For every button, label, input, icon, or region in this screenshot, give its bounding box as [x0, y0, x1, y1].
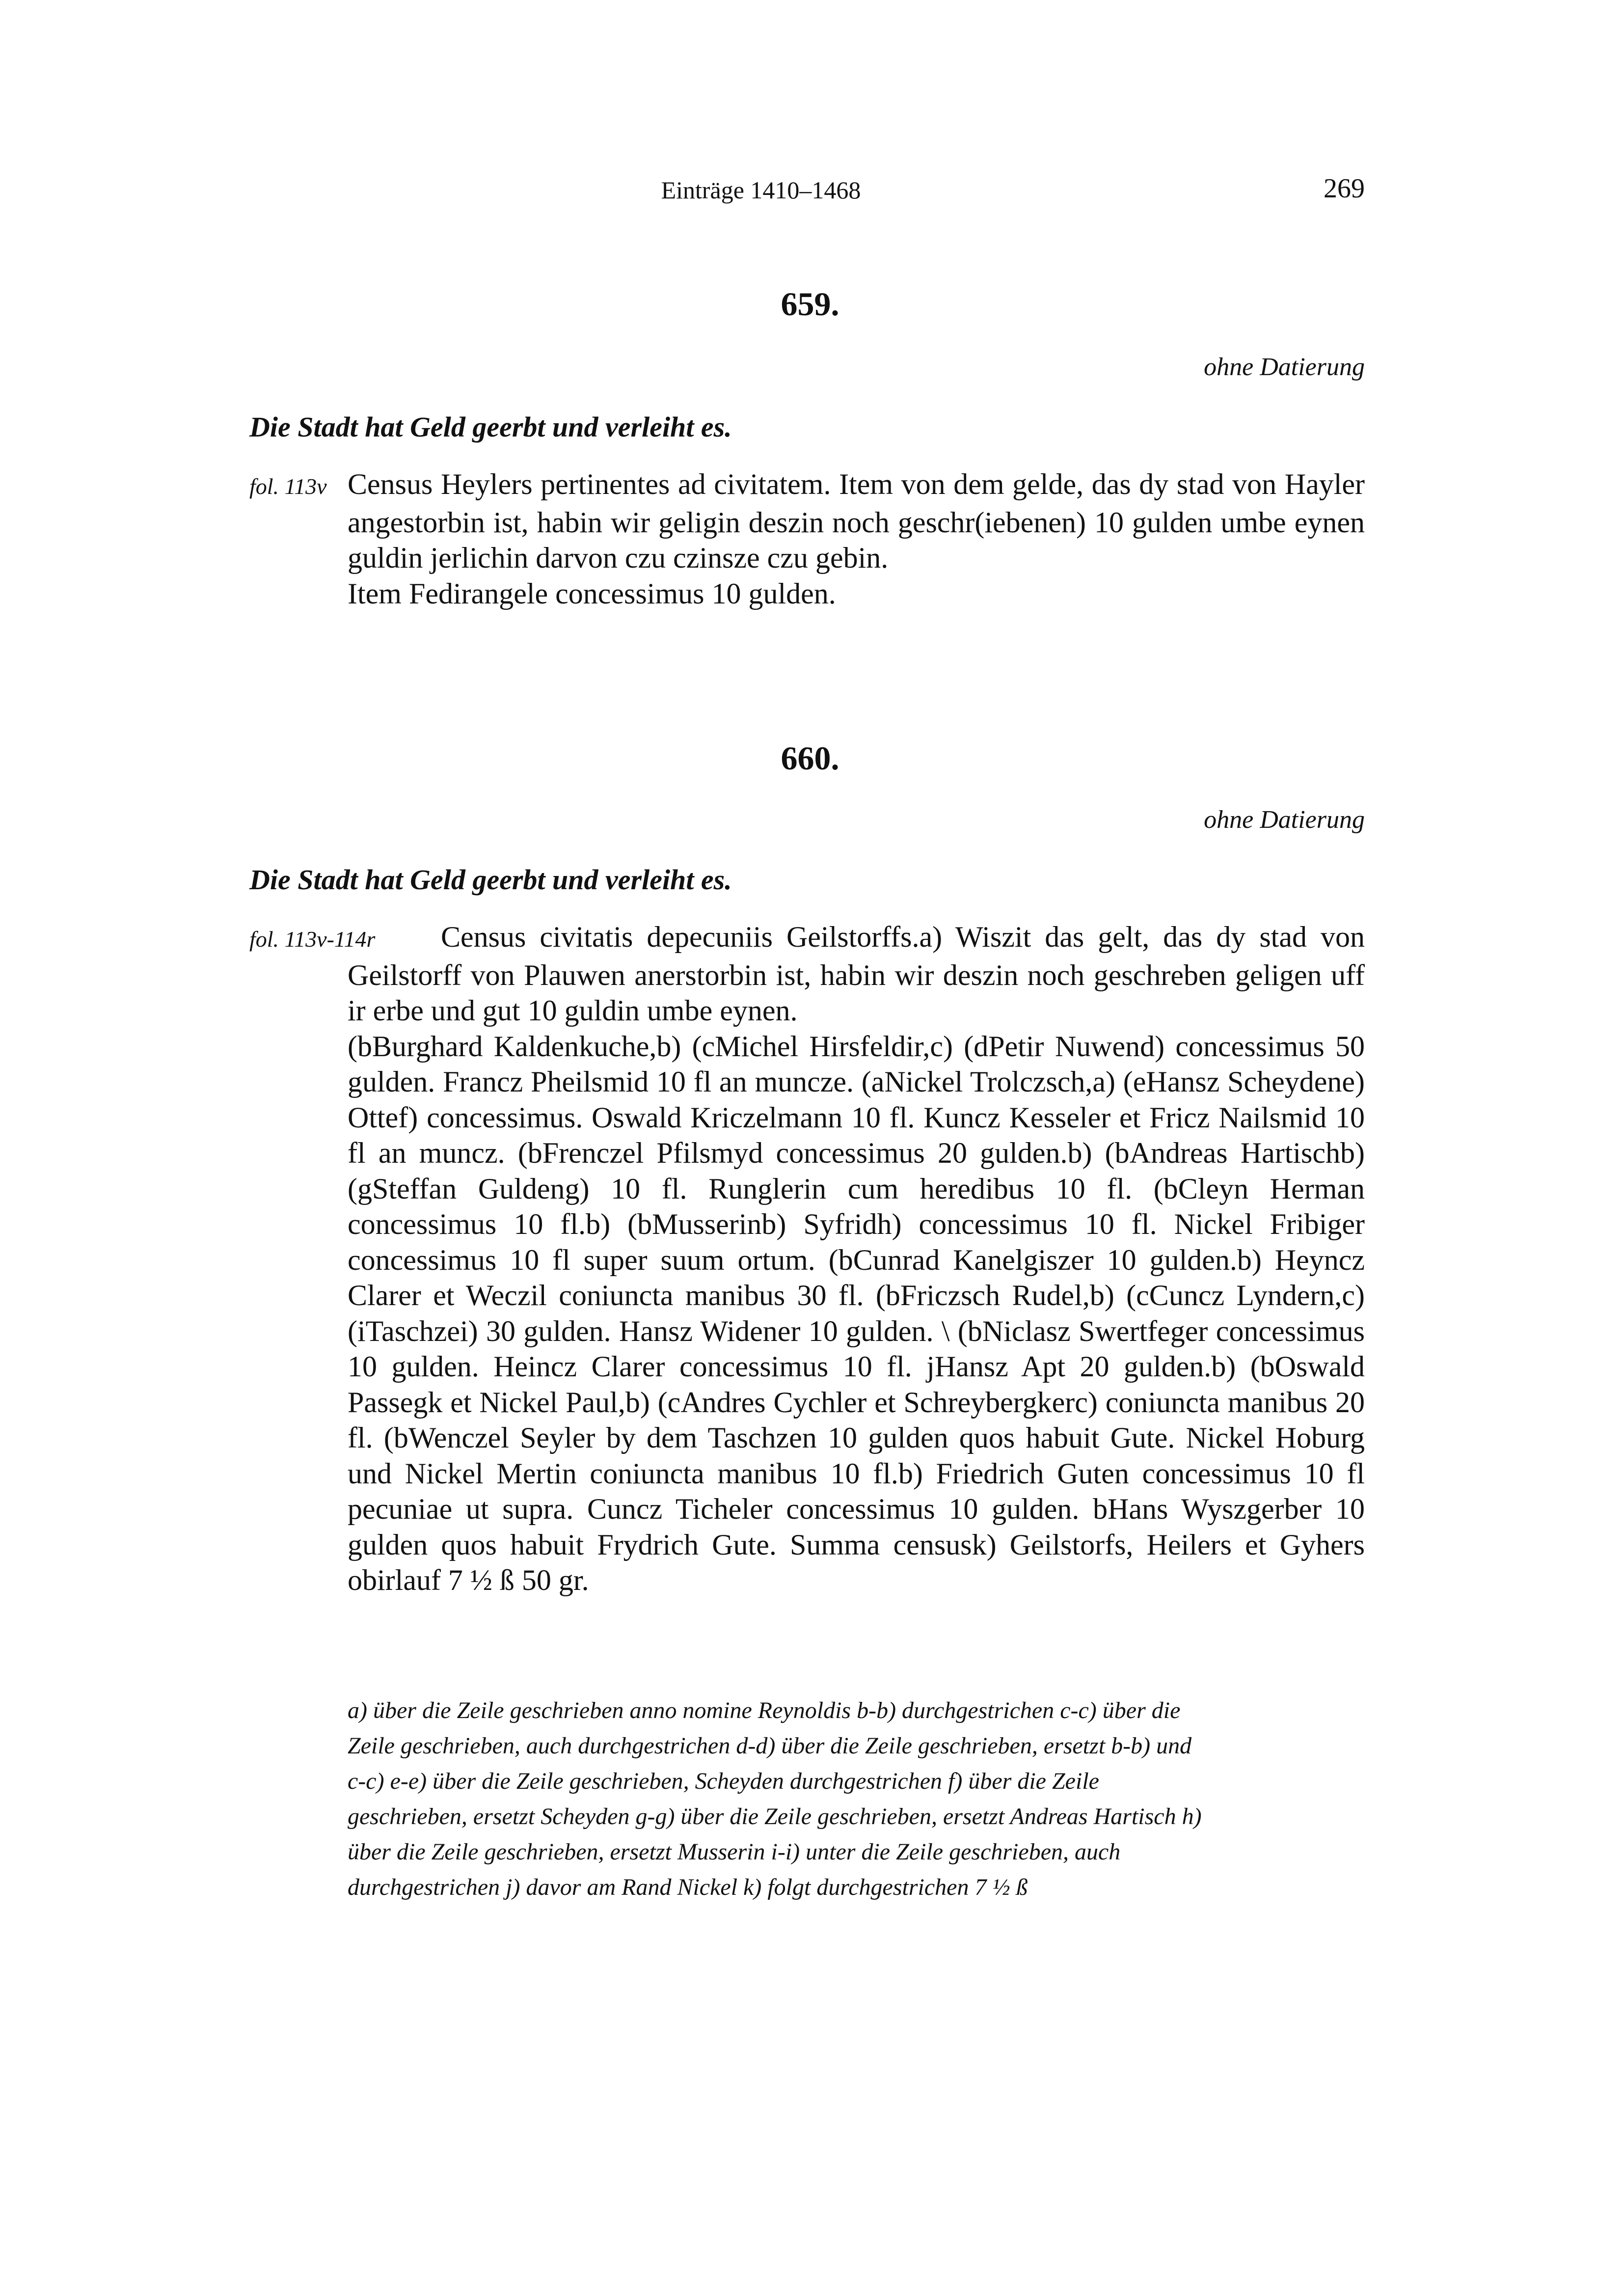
- folio-reference: fol. 113v-114r: [249, 927, 376, 952]
- footnote-line: a) über die Zeile geschrieben anno nomine Reynoldis b-b) durchgestrichen c-c) über die: [348, 1697, 1181, 1723]
- footnote-line: c-c) e-e) über die Zeile geschrieben, Scheyden durchgestrichen f) über die Zeile: [348, 1768, 1099, 1794]
- folio-reference: fol. 113v: [249, 474, 327, 499]
- running-title: Einträge 1410–1468: [661, 176, 861, 204]
- entry-paragraph: [249, 466, 1365, 576]
- entry-extra-line: Item Fedirangele concessimus 10 gulden.: [348, 577, 836, 610]
- entry-body: [249, 466, 1365, 611]
- entry-body: [249, 919, 1365, 1598]
- footnote-line: durchgestrichen j) davor am Rand Nickel k) folgt durchgestrichen 7 ½ ß: [348, 1874, 1028, 1900]
- entry-number: 660.: [781, 739, 839, 777]
- entry-paragraph: [249, 919, 1365, 1029]
- footnotes: [348, 1693, 1365, 1905]
- page-number: 269: [1324, 173, 1365, 204]
- paragraph-text: Census civitatis depecuniis Geilstorffs.a) Wiszit das gelt, das dy stad von Geilstorff von Plauwen anerstorbin ist, habin wir deszin noch geschreben geligen uff ir erbe und gut 10 guldin umbe eynen.: [348, 921, 1365, 1027]
- entry-paragraph: (bBurghard Kaldenkuche,b) (cMichel Hirsfeldir,c) (dPetir Nuwend) concessimus 50 gulden. Francz Pheilsmid 10 fl an muncze. (aNickel Trolczsch,a) (eHansz Scheydene) Ottef) concessimus. Oswald Kriczelmann 10 fl. Kuncz Kesseler et Fricz Nailsmid 10 fl an muncz. (bFrenczel Pfilsmyd concessimus 20 gulden.b) (bAndreas Hartischb) (gSteffan Guldeng) 10 fl. Runglerin cum heredibus 10 fl. (bCleyn Herman concessimus 10 fl.b) (bMusserinb) Syfridh) concessimus 10 fl. Nickel Fribiger concessimus 10 fl super suum ortum. (bCunrad Kanelgiszer 10 gulden.b) Heyncz Clarer et Weczil coniuncta manibus 30 fl. (bFriczsch Rudel,b) (cCuncz Lyndern,c) (iTaschzei) 30 gulden. Hansz Widener 10 gulden. \ (bNiclasz Swertfeger concessimus 10 gulden. Heincz Clarer concessimus 10 fl. jHansz Apt 20 gulden.b) (bOswald Passegk et Nickel Paul,b) (cAndres Cychler et Schreybergkerc) coniuncta manibus 20 fl. (bWenczel Seyler by dem Taschzen 10 gulden quos habuit Gute. Nickel Hoburg und Nickel Mertin coniuncta manibus 10 fl.b) Friedrich Guten concessimus 10 fl pecuniae ut supra. Cuncz Ticheler concessimus 10 gulden. bHans Wyszgerber 10 gulden quos habuit Frydrich Gute. Summa censusk) Geilstorfs, Heilers et Gyhers obirlauf 7 ½ ß 50 gr.: [348, 1030, 1365, 1596]
- footnote-line: geschrieben, ersetzt Scheyden g-g) über die Zeile geschrieben, ersetzt Andreas Hartisch h): [348, 1804, 1202, 1830]
- footnote-line: Zeile geschrieben, auch durchgestrichen d-d) über die Zeile geschrieben, ersetzt b-b) und: [348, 1733, 1192, 1759]
- entry-number: 659.: [781, 285, 839, 323]
- entry-date: ohne Datierung: [1204, 806, 1365, 834]
- entry-date: ohne Datierung: [1204, 353, 1365, 381]
- footnote-line: über die Zeile geschrieben, ersetzt Musserin i-i) unter die Zeile geschrieben, auch: [348, 1839, 1121, 1865]
- entry-heading: Die Stadt hat Geld geerbt und verleiht es.: [249, 411, 732, 443]
- paragraph-text: Census Heylers pertinentes ad civitatem. Item von dem gelde, das dy stad von Hayler angestorbin ist, habin wir geligin deszin noch geschr(iebenen) 10 gulden umbe eynen guldin jerlichin darvon czu czinsze czu gebin.: [348, 468, 1365, 574]
- entry-heading: Die Stadt hat Geld geerbt und verleiht es.: [249, 864, 732, 896]
